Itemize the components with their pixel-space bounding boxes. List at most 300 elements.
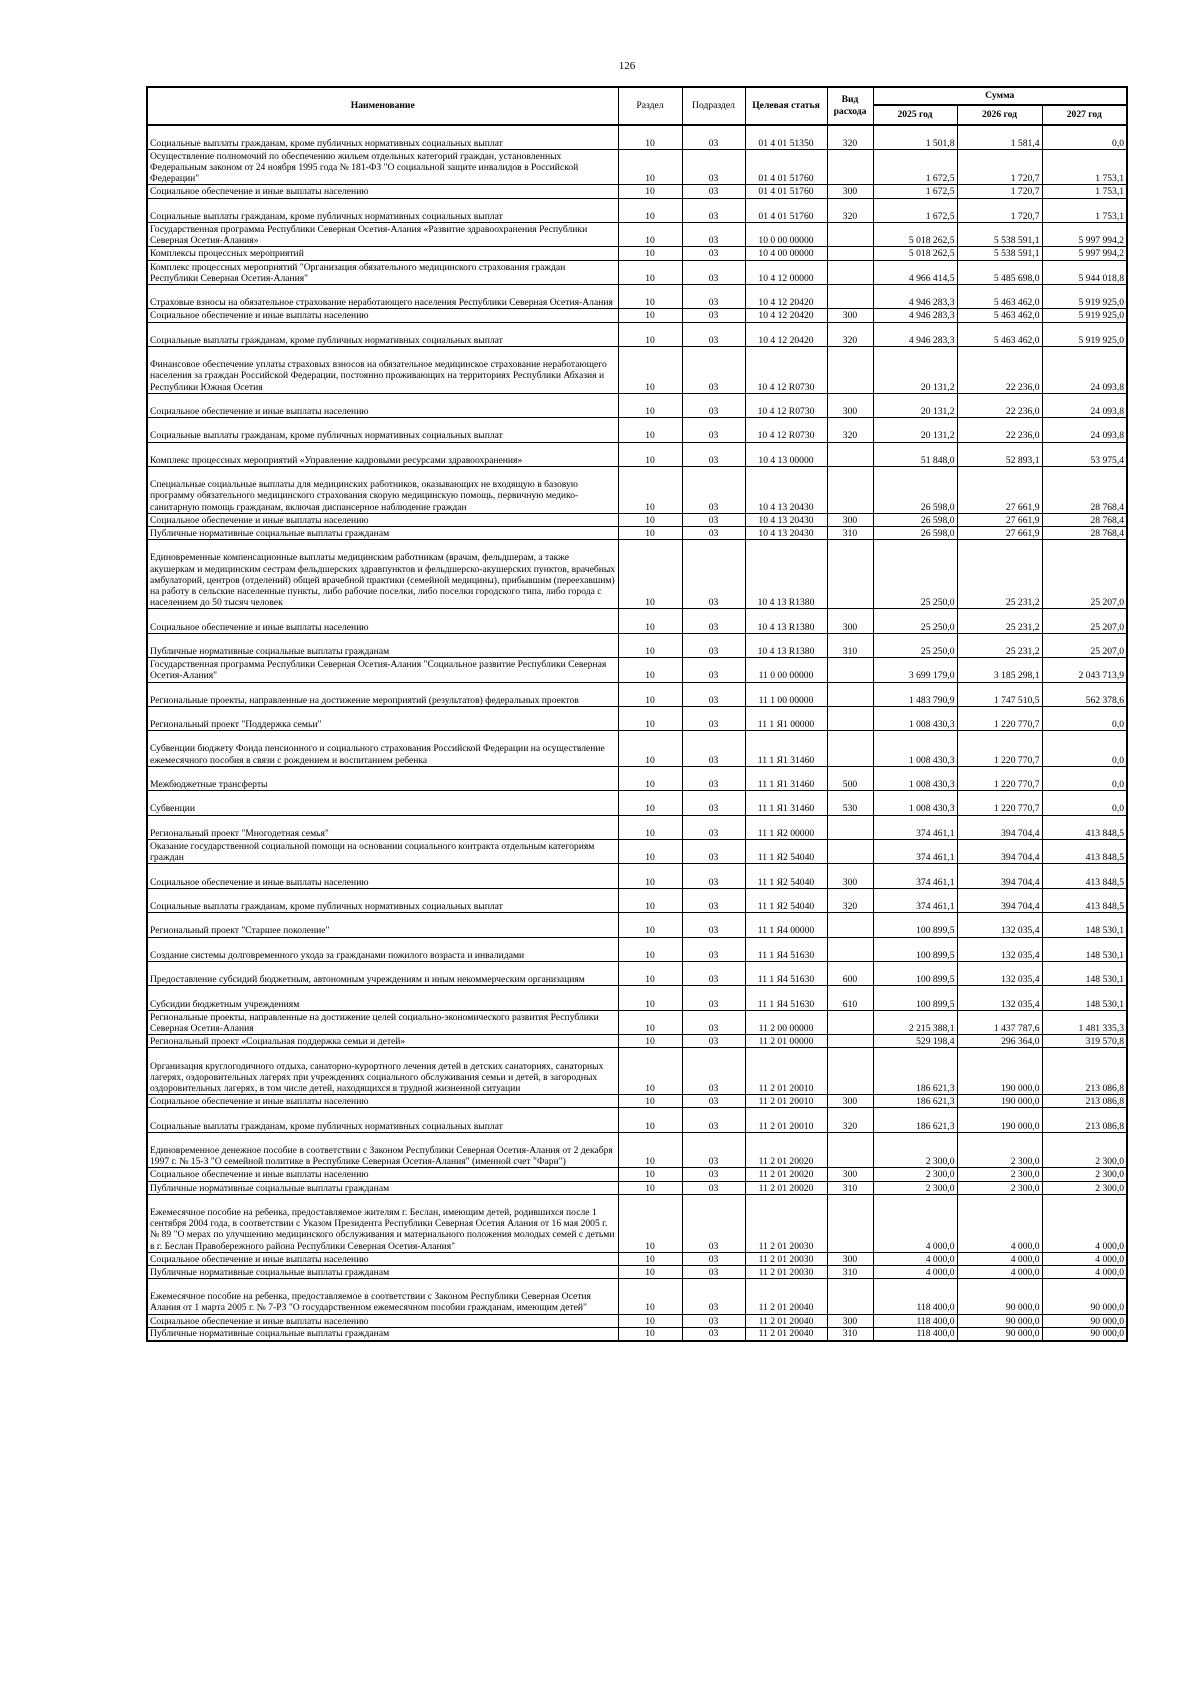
- table-row: [147, 198, 1127, 222]
- table-row: [147, 1010, 1127, 1034]
- cell-sum-2027: 1 753,1: [1042, 185, 1127, 198]
- cell-target-article: 10 4 13 R1380: [745, 540, 827, 609]
- cell-name: Государственная программа Республики Северная Осетия-Алания "Социальное развитие Республики Северная Осетия-Алания": [147, 658, 618, 682]
- cell-section: 10: [618, 526, 682, 539]
- cell-expense-type: 300: [827, 513, 873, 526]
- cell-subsection: 03: [682, 347, 745, 394]
- cell-sum-2025: 100 899,5: [873, 937, 957, 961]
- cell-expense-type: [827, 1279, 873, 1315]
- column-header-expense-type: Вид расхода: [827, 87, 873, 125]
- cell-sum-2027: 413 848,5: [1042, 864, 1127, 888]
- cell-sum-2025: 1 672,5: [873, 149, 957, 185]
- cell-target-article: 01 4 01 51760: [745, 185, 827, 198]
- table-row: [147, 1181, 1127, 1194]
- cell-section: 10: [618, 986, 682, 1010]
- cell-expense-type: [827, 540, 873, 609]
- cell-name: Социальное обеспечение и иные выплаты населению: [147, 864, 618, 888]
- cell-name: Единовременное денежное пособие в соответствии с Законом Республики Северная Осетия-Алания от 2 декабря 1997 г. № 15-З "О семейной политике в Республике Северная Осетия-Алания" (именной счет "Фарн"): [147, 1132, 618, 1168]
- cell-sum-2025: 374 461,1: [873, 864, 957, 888]
- cell-expense-type: [827, 260, 873, 284]
- table-row: [147, 149, 1127, 185]
- cell-expense-type: 300: [827, 1168, 873, 1181]
- cell-target-article: 11 2 01 20020: [745, 1132, 827, 1168]
- cell-subsection: 03: [682, 285, 745, 309]
- cell-target-article: 11 2 01 20010: [745, 1048, 827, 1095]
- cell-expense-type: [827, 706, 873, 730]
- cell-section: 10: [618, 791, 682, 815]
- cell-sum-2025: 25 250,0: [873, 540, 957, 609]
- cell-section: 10: [618, 418, 682, 442]
- cell-target-article: 10 4 13 00000: [745, 442, 827, 466]
- cell-subsection: 03: [682, 1010, 745, 1034]
- table-row: [147, 706, 1127, 730]
- cell-sum-2026: 27 661,9: [957, 526, 1042, 539]
- cell-sum-2026: 27 661,9: [957, 513, 1042, 526]
- cell-subsection: 03: [682, 962, 745, 986]
- cell-section: 10: [618, 149, 682, 185]
- column-header-section: Раздел: [618, 87, 682, 125]
- cell-sum-2025: 2 300,0: [873, 1181, 957, 1194]
- cell-name: Комплексы процессных мероприятий: [147, 247, 618, 260]
- cell-target-article: 11 1 Я1 00000: [745, 706, 827, 730]
- table-row: [147, 1265, 1127, 1278]
- cell-subsection: 03: [682, 1252, 745, 1265]
- cell-target-article: 11 2 01 20010: [745, 1108, 827, 1132]
- cell-section: 10: [618, 1095, 682, 1108]
- cell-expense-type: 610: [827, 986, 873, 1010]
- cell-target-article: 11 2 01 20010: [745, 1095, 827, 1108]
- cell-sum-2025: 20 131,2: [873, 418, 957, 442]
- cell-sum-2025: 4 946 283,3: [873, 285, 957, 309]
- cell-sum-2025: 4 000,0: [873, 1252, 957, 1265]
- cell-target-article: 11 2 01 20020: [745, 1168, 827, 1181]
- cell-sum-2027: 90 000,0: [1042, 1327, 1127, 1340]
- column-header-subsection: Подраздел: [682, 87, 745, 125]
- cell-name: Социальные выплаты гражданам, кроме публичных нормативных социальных выплат: [147, 1108, 618, 1132]
- cell-expense-type: 300: [827, 1095, 873, 1108]
- cell-subsection: 03: [682, 1095, 745, 1108]
- table-row: [147, 962, 1127, 986]
- cell-target-article: 11 1 Я1 31460: [745, 791, 827, 815]
- cell-sum-2027: 5 919 925,0: [1042, 322, 1127, 346]
- cell-name: Социальные выплаты гражданам, кроме публичных нормативных социальных выплат: [147, 322, 618, 346]
- table-row: [147, 633, 1127, 657]
- cell-sum-2026: 1 720,7: [957, 198, 1042, 222]
- cell-expense-type: 310: [827, 526, 873, 539]
- table-row: [147, 309, 1127, 322]
- cell-subsection: 03: [682, 888, 745, 912]
- cell-sum-2027: 5 997 994,2: [1042, 223, 1127, 247]
- cell-sum-2025: 4 966 414,5: [873, 260, 957, 284]
- cell-sum-2025: 25 250,0: [873, 609, 957, 633]
- table-row: [147, 1279, 1127, 1315]
- cell-subsection: 03: [682, 791, 745, 815]
- cell-sum-2027: 0,0: [1042, 766, 1127, 790]
- cell-expense-type: [827, 1010, 873, 1034]
- cell-sum-2025: 1 501,8: [873, 125, 957, 149]
- cell-target-article: 11 2 00 00000: [745, 1010, 827, 1034]
- table-row: [147, 1314, 1127, 1327]
- cell-sum-2027: 413 848,5: [1042, 888, 1127, 912]
- cell-sum-2026: 132 035,4: [957, 937, 1042, 961]
- cell-sum-2026: 4 000,0: [957, 1194, 1042, 1252]
- cell-section: 10: [618, 888, 682, 912]
- cell-target-article: 11 2 01 20030: [745, 1265, 827, 1278]
- cell-section: 10: [618, 913, 682, 937]
- cell-sum-2027: 2 300,0: [1042, 1168, 1127, 1181]
- table-row: [147, 540, 1127, 609]
- cell-sum-2027: 24 093,8: [1042, 418, 1127, 442]
- cell-section: 10: [618, 285, 682, 309]
- table-row: [147, 840, 1127, 864]
- cell-target-article: 11 2 01 20040: [745, 1327, 827, 1340]
- cell-sum-2026: 1 747 510,5: [957, 682, 1042, 706]
- cell-sum-2026: 2 300,0: [957, 1168, 1042, 1181]
- cell-target-article: 01 4 01 51760: [745, 198, 827, 222]
- table-row: [147, 731, 1127, 767]
- cell-target-article: 11 2 01 20040: [745, 1279, 827, 1315]
- cell-name: Публичные нормативные социальные выплаты гражданам: [147, 526, 618, 539]
- cell-sum-2025: 100 899,5: [873, 913, 957, 937]
- cell-sum-2026: 132 035,4: [957, 986, 1042, 1010]
- cell-section: 10: [618, 1108, 682, 1132]
- cell-sum-2025: 100 899,5: [873, 986, 957, 1010]
- table-row: [147, 1095, 1127, 1108]
- cell-sum-2025: 100 899,5: [873, 962, 957, 986]
- cell-sum-2027: 24 093,8: [1042, 347, 1127, 394]
- cell-name: Единовременные компенсационные выплаты медицинским работникам (врачам, фельдшерам, а также акушеркам и медицинским сестрам фельдшерских здравпунктов и фельдшерско-акушерских пунктов, врачебных амбулаторий, центров (отделений) общей врачебной практики (семейной медицины), прибывшим (переехавшим) на работу в сельские населенные пункты, либо рабочие поселки, либо поселки городского типа, либо города с населением до 50 тысяч человек: [147, 540, 618, 609]
- cell-name: Организация круглогодичного отдыха, санаторно-курортного лечения детей в детских санаториях, санаторных лагерях, оздоровительных лагерях при учреждениях социального обслуживания семьи и детей, в загородных оздоровительных лагерях, в том числе детей, находящихся в трудной жизненной ситуации: [147, 1048, 618, 1095]
- cell-expense-type: [827, 731, 873, 767]
- cell-sum-2027: 1 753,1: [1042, 198, 1127, 222]
- cell-name: Осуществление полномочий по обеспечению жильем отдельных категорий граждан, установленных Федеральным законом от 24 ноября 1995 года № 181-ФЗ "О социальной защите инвалидов в Российской Федерации": [147, 149, 618, 185]
- cell-name: Социальное обеспечение и иные выплаты населению: [147, 185, 618, 198]
- cell-sum-2026: 190 000,0: [957, 1108, 1042, 1132]
- column-header-sum: Сумма: [873, 87, 1127, 105]
- cell-subsection: 03: [682, 260, 745, 284]
- cell-sum-2027: 0,0: [1042, 125, 1127, 149]
- cell-sum-2027: 1 753,1: [1042, 149, 1127, 185]
- cell-name: Предоставление субсидий бюджетным, автономным учреждениям и иным некоммерческим организациям: [147, 962, 618, 986]
- cell-expense-type: [827, 149, 873, 185]
- cell-sum-2027: 5 997 994,2: [1042, 247, 1127, 260]
- cell-name: Социальное обеспечение и иные выплаты населению: [147, 1095, 618, 1108]
- cell-sum-2026: 394 704,4: [957, 888, 1042, 912]
- cell-section: 10: [618, 247, 682, 260]
- cell-section: 10: [618, 1168, 682, 1181]
- cell-expense-type: 300: [827, 609, 873, 633]
- cell-sum-2027: 213 086,8: [1042, 1108, 1127, 1132]
- cell-subsection: 03: [682, 1048, 745, 1095]
- cell-section: 10: [618, 513, 682, 526]
- cell-section: 10: [618, 815, 682, 839]
- table-row: [147, 322, 1127, 346]
- table-row: [147, 913, 1127, 937]
- cell-section: 10: [618, 633, 682, 657]
- cell-sum-2026: 25 231,2: [957, 633, 1042, 657]
- cell-sum-2027: 319 570,8: [1042, 1035, 1127, 1048]
- column-header-name: Наименование: [147, 87, 618, 125]
- cell-target-article: 01 4 01 51760: [745, 149, 827, 185]
- cell-name: Субсидии бюджетным учреждениям: [147, 986, 618, 1010]
- cell-expense-type: [827, 285, 873, 309]
- cell-subsection: 03: [682, 706, 745, 730]
- cell-sum-2026: 394 704,4: [957, 815, 1042, 839]
- cell-expense-type: [827, 658, 873, 682]
- cell-sum-2026: 5 538 591,1: [957, 247, 1042, 260]
- table-row: [147, 986, 1127, 1010]
- cell-expense-type: [827, 840, 873, 864]
- cell-subsection: 03: [682, 766, 745, 790]
- cell-name: Государственная программа Республики Северная Осетия-Алания «Развитие здравоохранения Республики Северная Осетия-Алания»: [147, 223, 618, 247]
- cell-section: 10: [618, 937, 682, 961]
- cell-subsection: 03: [682, 1181, 745, 1194]
- cell-target-article: 11 2 01 00000: [745, 1035, 827, 1048]
- table-row: [147, 1132, 1127, 1168]
- cell-sum-2027: 0,0: [1042, 706, 1127, 730]
- cell-name: Создание системы долговременного ухода за гражданами пожилого возраста и инвалидами: [147, 937, 618, 961]
- cell-sum-2025: 1 672,5: [873, 185, 957, 198]
- cell-section: 10: [618, 1314, 682, 1327]
- cell-section: 10: [618, 1252, 682, 1265]
- cell-name: Ежемесячное пособие на ребенка, предоставляемое жителям г. Беслан, имеющим детей, родившихся после 1 сентября 2004 года, в соответствии с Указом Президента Республики Северная Осетия Алания от 16 мая 2005 г. № 89 "О мерах по улучшению медицинского обслуживания и материального положения молодых семей с детьми в г. Беслан Правобережного района Республики Северная Осетия-Алания": [147, 1194, 618, 1252]
- cell-target-article: 10 4 13 R1380: [745, 609, 827, 633]
- cell-name: Субвенции бюджету Фонда пенсионного и социального страхования Российской Федерации на осуществление ежемесячного пособия в связи с рождением и воспитанием ребенка: [147, 731, 618, 767]
- page-number: 126: [618, 60, 636, 72]
- column-header-target-article: Целевая статья: [745, 87, 827, 125]
- cell-expense-type: [827, 223, 873, 247]
- cell-sum-2026: 25 231,2: [957, 540, 1042, 609]
- table-row: [147, 864, 1127, 888]
- cell-sum-2026: 4 000,0: [957, 1265, 1042, 1278]
- cell-name: Комплекс процессных мероприятий "Организация обязательного медицинского страхования граждан Республики Северная Осетия-Алания": [147, 260, 618, 284]
- cell-sum-2026: 1 581,4: [957, 125, 1042, 149]
- cell-name: Публичные нормативные социальные выплаты гражданам: [147, 1181, 618, 1194]
- table-row: [147, 815, 1127, 839]
- cell-subsection: 03: [682, 1265, 745, 1278]
- cell-expense-type: [827, 1194, 873, 1252]
- cell-sum-2025: 5 018 262,5: [873, 223, 957, 247]
- cell-sum-2025: 118 400,0: [873, 1327, 957, 1340]
- table-row: [147, 1252, 1127, 1265]
- cell-name: Комплекс процессных мероприятий «Управление кадровыми ресурсами здравоохранения»: [147, 442, 618, 466]
- cell-expense-type: 320: [827, 125, 873, 149]
- cell-target-article: 10 0 00 00000: [745, 223, 827, 247]
- cell-expense-type: 320: [827, 418, 873, 442]
- cell-sum-2026: 394 704,4: [957, 864, 1042, 888]
- column-header-2025: 2025 год: [873, 105, 957, 125]
- cell-target-article: 11 1 Я4 51630: [745, 986, 827, 1010]
- cell-target-article: 10 4 12 20420: [745, 309, 827, 322]
- cell-section: 10: [618, 1181, 682, 1194]
- cell-subsection: 03: [682, 540, 745, 609]
- cell-expense-type: [827, 815, 873, 839]
- cell-section: 10: [618, 1010, 682, 1034]
- cell-subsection: 03: [682, 1327, 745, 1340]
- cell-sum-2025: 4 946 283,3: [873, 322, 957, 346]
- cell-expense-type: 300: [827, 1252, 873, 1265]
- cell-sum-2025: 374 461,1: [873, 815, 957, 839]
- cell-subsection: 03: [682, 223, 745, 247]
- table-row: [147, 418, 1127, 442]
- cell-section: 10: [618, 198, 682, 222]
- cell-expense-type: [827, 347, 873, 394]
- cell-subsection: 03: [682, 526, 745, 539]
- cell-sum-2025: 51 848,0: [873, 442, 957, 466]
- cell-expense-type: [827, 466, 873, 513]
- cell-section: 10: [618, 1035, 682, 1048]
- cell-sum-2027: 413 848,5: [1042, 815, 1127, 839]
- cell-sum-2026: 3 185 298,1: [957, 658, 1042, 682]
- cell-sum-2027: 4 000,0: [1042, 1265, 1127, 1278]
- cell-target-article: 11 2 01 20030: [745, 1194, 827, 1252]
- cell-sum-2025: 118 400,0: [873, 1314, 957, 1327]
- cell-subsection: 03: [682, 418, 745, 442]
- cell-sum-2026: 132 035,4: [957, 962, 1042, 986]
- cell-sum-2027: 5 919 925,0: [1042, 285, 1127, 309]
- cell-name: Специальные социальные выплаты для медицинских работников, оказывающих не входящую в базовую программу обязательного медицинского страхования скорую медицинскую помощь, первичную медико-санитарную помощь гражданам, включая диспансерное наблюдение граждан: [147, 466, 618, 513]
- cell-sum-2026: 22 236,0: [957, 418, 1042, 442]
- table-row: [147, 185, 1127, 198]
- cell-expense-type: 320: [827, 888, 873, 912]
- cell-name: Социальные выплаты гражданам, кроме публичных нормативных социальных выплат: [147, 125, 618, 149]
- cell-sum-2025: 118 400,0: [873, 1279, 957, 1315]
- cell-subsection: 03: [682, 815, 745, 839]
- cell-sum-2025: 26 598,0: [873, 466, 957, 513]
- cell-expense-type: 300: [827, 1314, 873, 1327]
- cell-sum-2025: 186 621,3: [873, 1108, 957, 1132]
- cell-section: 10: [618, 223, 682, 247]
- cell-subsection: 03: [682, 125, 745, 149]
- cell-sum-2027: 148 530,1: [1042, 986, 1127, 1010]
- cell-sum-2026: 27 661,9: [957, 466, 1042, 513]
- table-row: [147, 223, 1127, 247]
- cell-expense-type: 300: [827, 864, 873, 888]
- cell-name: Региональный проект "Многодетная семья": [147, 815, 618, 839]
- cell-sum-2027: 4 000,0: [1042, 1252, 1127, 1265]
- cell-target-article: 10 4 12 R0730: [745, 418, 827, 442]
- cell-sum-2027: 28 768,4: [1042, 466, 1127, 513]
- cell-subsection: 03: [682, 731, 745, 767]
- cell-sum-2026: 2 300,0: [957, 1181, 1042, 1194]
- cell-expense-type: 300: [827, 185, 873, 198]
- cell-name: Социальное обеспечение и иные выплаты населению: [147, 1252, 618, 1265]
- table-row: [147, 393, 1127, 417]
- cell-sum-2026: 1 437 787,6: [957, 1010, 1042, 1034]
- cell-sum-2026: 1 220 770,7: [957, 706, 1042, 730]
- cell-sum-2025: 26 598,0: [873, 526, 957, 539]
- table-row: [147, 247, 1127, 260]
- cell-name: Субвенции: [147, 791, 618, 815]
- cell-section: 10: [618, 393, 682, 417]
- cell-section: 10: [618, 322, 682, 346]
- cell-section: 10: [618, 125, 682, 149]
- cell-expense-type: 530: [827, 791, 873, 815]
- cell-section: 10: [618, 682, 682, 706]
- cell-target-article: 11 2 01 20020: [745, 1181, 827, 1194]
- cell-sum-2026: 90 000,0: [957, 1279, 1042, 1315]
- cell-target-article: 11 1 Я1 31460: [745, 731, 827, 767]
- table-row: [147, 442, 1127, 466]
- cell-name: Социальные выплаты гражданам, кроме публичных нормативных социальных выплат: [147, 888, 618, 912]
- cell-sum-2027: 148 530,1: [1042, 937, 1127, 961]
- cell-sum-2025: 4 946 283,3: [873, 309, 957, 322]
- cell-subsection: 03: [682, 864, 745, 888]
- cell-sum-2025: 3 699 179,0: [873, 658, 957, 682]
- cell-sum-2026: 25 231,2: [957, 609, 1042, 633]
- cell-name: Ежемесячное пособие на ребенка, предоставляемое в соответствии с Законом Республики Северная Осетия Алания от 1 марта 2005 г. № 7-РЗ "О государственном ежемесячном пособии гражданам, имеющим детей": [147, 1279, 618, 1315]
- cell-sum-2027: 25 207,0: [1042, 609, 1127, 633]
- cell-sum-2025: 25 250,0: [873, 633, 957, 657]
- cell-sum-2025: 1 483 790,9: [873, 682, 957, 706]
- cell-sum-2026: 1 720,7: [957, 149, 1042, 185]
- cell-section: 10: [618, 347, 682, 394]
- cell-subsection: 03: [682, 466, 745, 513]
- cell-section: 10: [618, 864, 682, 888]
- cell-sum-2026: 90 000,0: [957, 1314, 1042, 1327]
- cell-target-article: 10 4 13 20430: [745, 513, 827, 526]
- cell-sum-2027: 1 481 335,3: [1042, 1010, 1127, 1034]
- cell-sum-2025: 374 461,1: [873, 840, 957, 864]
- cell-target-article: 10 4 12 20420: [745, 285, 827, 309]
- cell-sum-2026: 22 236,0: [957, 393, 1042, 417]
- cell-sum-2025: 1 672,5: [873, 198, 957, 222]
- cell-sum-2027: 28 768,4: [1042, 526, 1127, 539]
- cell-section: 10: [618, 185, 682, 198]
- table-row: [147, 682, 1127, 706]
- cell-expense-type: [827, 442, 873, 466]
- cell-expense-type: 310: [827, 1327, 873, 1340]
- cell-section: 10: [618, 609, 682, 633]
- table-row: [147, 937, 1127, 961]
- cell-sum-2026: 22 236,0: [957, 347, 1042, 394]
- cell-name: Социальное обеспечение и иные выплаты населению: [147, 513, 618, 526]
- cell-sum-2025: 20 131,2: [873, 347, 957, 394]
- cell-name: Социальное обеспечение и иные выплаты населению: [147, 1168, 618, 1181]
- table-body: [147, 125, 1127, 1341]
- cell-expense-type: [827, 1132, 873, 1168]
- cell-subsection: 03: [682, 1168, 745, 1181]
- table-row: [147, 285, 1127, 309]
- cell-section: 10: [618, 1279, 682, 1315]
- cell-sum-2027: 4 000,0: [1042, 1194, 1127, 1252]
- cell-subsection: 03: [682, 513, 745, 526]
- cell-subsection: 03: [682, 247, 745, 260]
- table-row: [147, 125, 1127, 149]
- cell-section: 10: [618, 1194, 682, 1252]
- cell-sum-2025: 186 621,3: [873, 1048, 957, 1095]
- cell-sum-2025: 2 300,0: [873, 1168, 957, 1181]
- cell-sum-2025: 26 598,0: [873, 513, 957, 526]
- cell-sum-2027: 53 975,4: [1042, 442, 1127, 466]
- cell-expense-type: 310: [827, 633, 873, 657]
- cell-sum-2025: 1 008 430,3: [873, 791, 957, 815]
- table-row: [147, 609, 1127, 633]
- cell-section: 10: [618, 1048, 682, 1095]
- cell-sum-2027: 5 944 018,8: [1042, 260, 1127, 284]
- table-row: [147, 1048, 1127, 1095]
- cell-expense-type: 500: [827, 766, 873, 790]
- cell-sum-2027: 148 530,1: [1042, 913, 1127, 937]
- cell-subsection: 03: [682, 658, 745, 682]
- cell-target-article: 01 4 01 51350: [745, 125, 827, 149]
- cell-sum-2025: 5 018 262,5: [873, 247, 957, 260]
- cell-expense-type: 600: [827, 962, 873, 986]
- cell-sum-2025: 20 131,2: [873, 393, 957, 417]
- cell-sum-2026: 52 893,1: [957, 442, 1042, 466]
- table-row: [147, 1327, 1127, 1340]
- cell-sum-2026: 1 220 770,7: [957, 731, 1042, 767]
